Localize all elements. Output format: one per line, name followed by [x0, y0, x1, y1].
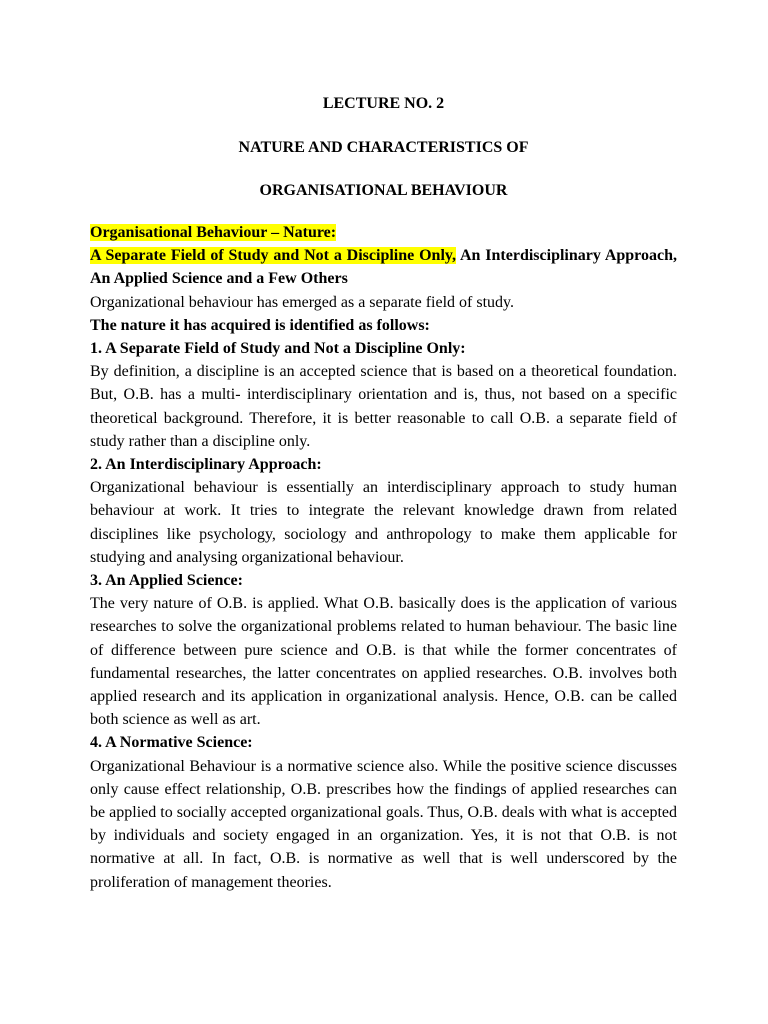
- intro-lead-highlight: A Separate Field of Study and Not a Discipline Only,: [90, 247, 456, 265]
- intro-lead: [90, 244, 677, 290]
- section-3-text: The very nature of O.B. is applied. What O.B. basically does is the application of various researches to solve the organizational problems related to human behaviour. The basic line of difference between pure science and O.B. is that while the former concentrates of fundamental researches, the latter concentrates on applied researches. O.B. involves both applied research and its application in organizational analysis. Hence, O.B. can be called both science as well as art.: [90, 595, 677, 729]
- title-line-2: ORGANISATIONAL BEHAVIOUR: [259, 182, 508, 199]
- intro-sentence: Organizational behaviour has emerged as a separate field of study.: [90, 293, 514, 311]
- title-line-1: NATURE AND CHARACTERISTICS OF: [238, 139, 529, 156]
- section-2-heading: 2. An Interdisciplinary Approach:: [90, 456, 322, 474]
- lecture-number: LECTURE NO. 2: [322, 95, 445, 112]
- nature-line: The nature it has acquired is identified as follows:: [90, 316, 430, 334]
- section-2-text: Organizational behaviour is essentially an interdisciplinary approach to study human behaviour at work. It tries to integrate the relevant knowledge drawn from related disciplines like psychology, sociology and anthropology to make them applicable for studying and analysing organizational behaviour.: [90, 479, 677, 566]
- section-4-text: Organizational Behaviour is a normative science also. While the positive science discusses only cause effect relationship, O.B. prescribes how the findings of applied researches can be applied to socially accepted organizational goals. Thus, O.B. deals with what is accepted by individuals and society engaged in an organization. Yes, it is not that O.B. is not normative at all. In fact, O.B. is normative as well that is well underscored by the proliferation of management theories.: [90, 757, 677, 891]
- intro-heading-text: Organisational Behaviour – Nature:: [90, 224, 337, 241]
- document-body: [90, 221, 677, 894]
- section-3-heading: 3. An Applied Science:: [90, 572, 243, 590]
- section-1-text: By definition, a discipline is an accepted science that is based on a theoretical foundation. But, O.B. has a multi- interdisciplinary orientation and is, thus, not based on a specific theoretical background. Therefore, it is better reasonable to call O.B. a separate field of study rather than a discipline only.: [90, 363, 677, 450]
- intro-heading: [90, 221, 677, 244]
- intro-lead-rest: An Interdisciplinary Approach, An Applied Science and a Few Others: [90, 247, 677, 288]
- section-4-heading: 4. A Normative Science:: [90, 734, 253, 752]
- section-1-heading: 1. A Separate Field of Study and Not a Discipline Only:: [90, 340, 466, 358]
